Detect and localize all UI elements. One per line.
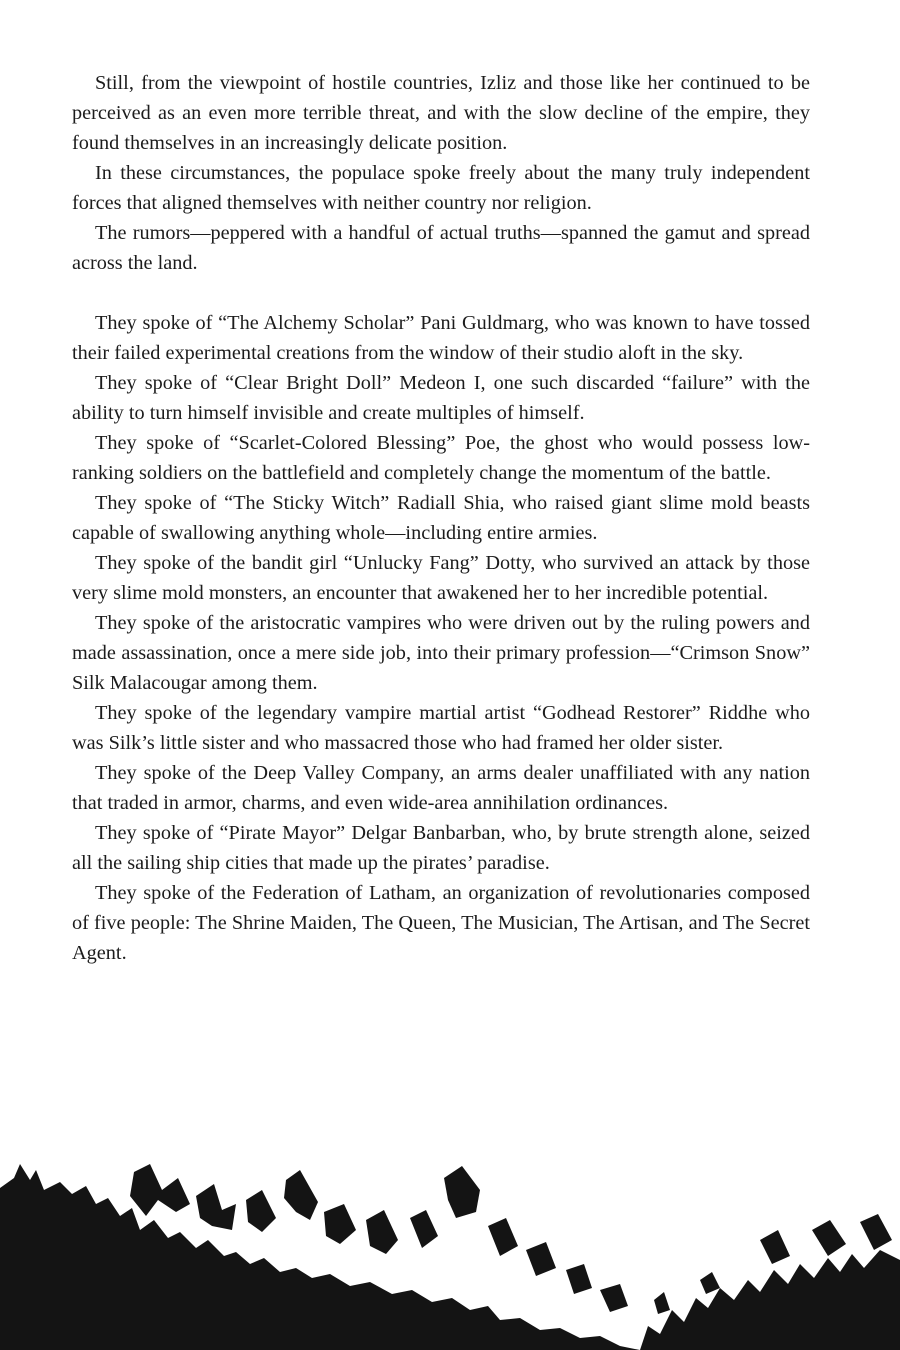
paragraph: In these circumstances, the populace spoke freely about the many truly independent forces that aligned themselves with neither country nor religion. <box>72 162 810 214</box>
paragraph: They spoke of the aristocratic vampires who were driven out by the ruling powers and made assassination, once a mere side job, into their primary profession—“Crimson Snow” Silk Malacougar among them. <box>72 612 810 694</box>
section-break <box>72 278 810 308</box>
jagged-silhouette-decoration-icon <box>0 1160 900 1350</box>
paragraph: They spoke of “Scarlet-Colored Blessing” Poe, the ghost who would possess low-ranking soldiers on the battlefield and completely change the momentum of the battle. <box>72 432 810 484</box>
paragraph: They spoke of the bandit girl “Unlucky Fang” Dotty, who survived an attack by those very slime mold monsters, an encounter that awakened her to her incredible potential. <box>72 552 810 604</box>
paragraph: They spoke of “Pirate Mayor” Delgar Banbarban, who, by brute strength alone, seized all the sailing ship cities that made up the pirates’ paradise. <box>72 822 810 874</box>
paragraph: They spoke of “The Sticky Witch” Radiall Shia, who raised giant slime mold beasts capable of swallowing anything whole—including entire armies. <box>72 492 810 544</box>
paragraph: They spoke of the Deep Valley Company, an arms dealer unaffiliated with any nation that traded in armor, charms, and even wide-area annihilation ordinances. <box>72 762 810 814</box>
paragraph: The rumors—peppered with a handful of actual truths—spanned the gamut and spread across the land. <box>72 222 810 274</box>
paragraph: They spoke of the Federation of Latham, an organization of revolutionaries composed of five people: The Shrine Maiden, The Queen, The Musician, The Artisan, and The Secret Agent. <box>72 882 810 964</box>
paragraph: They spoke of “Clear Bright Doll” Medeon I, one such discarded “failure” with the ability to turn himself invisible and create multiples of himself. <box>72 372 810 424</box>
paragraph: Still, from the viewpoint of hostile countries, Izliz and those like her continued to be perceived as an even more terrible threat, and with the slow decline of the empire, they found themselves in an increasingly delicate position. <box>72 72 810 154</box>
paragraph: They spoke of “The Alchemy Scholar” Pani Guldmarg, who was known to have tossed their failed experimental creations from the window of their studio aloft in the sky. <box>72 312 810 364</box>
page-text <box>72 68 810 968</box>
paragraph: They spoke of the legendary vampire martial artist “Godhead Restorer” Riddhe who was Silk’s little sister and who massacred those who had framed her older sister. <box>72 702 810 754</box>
